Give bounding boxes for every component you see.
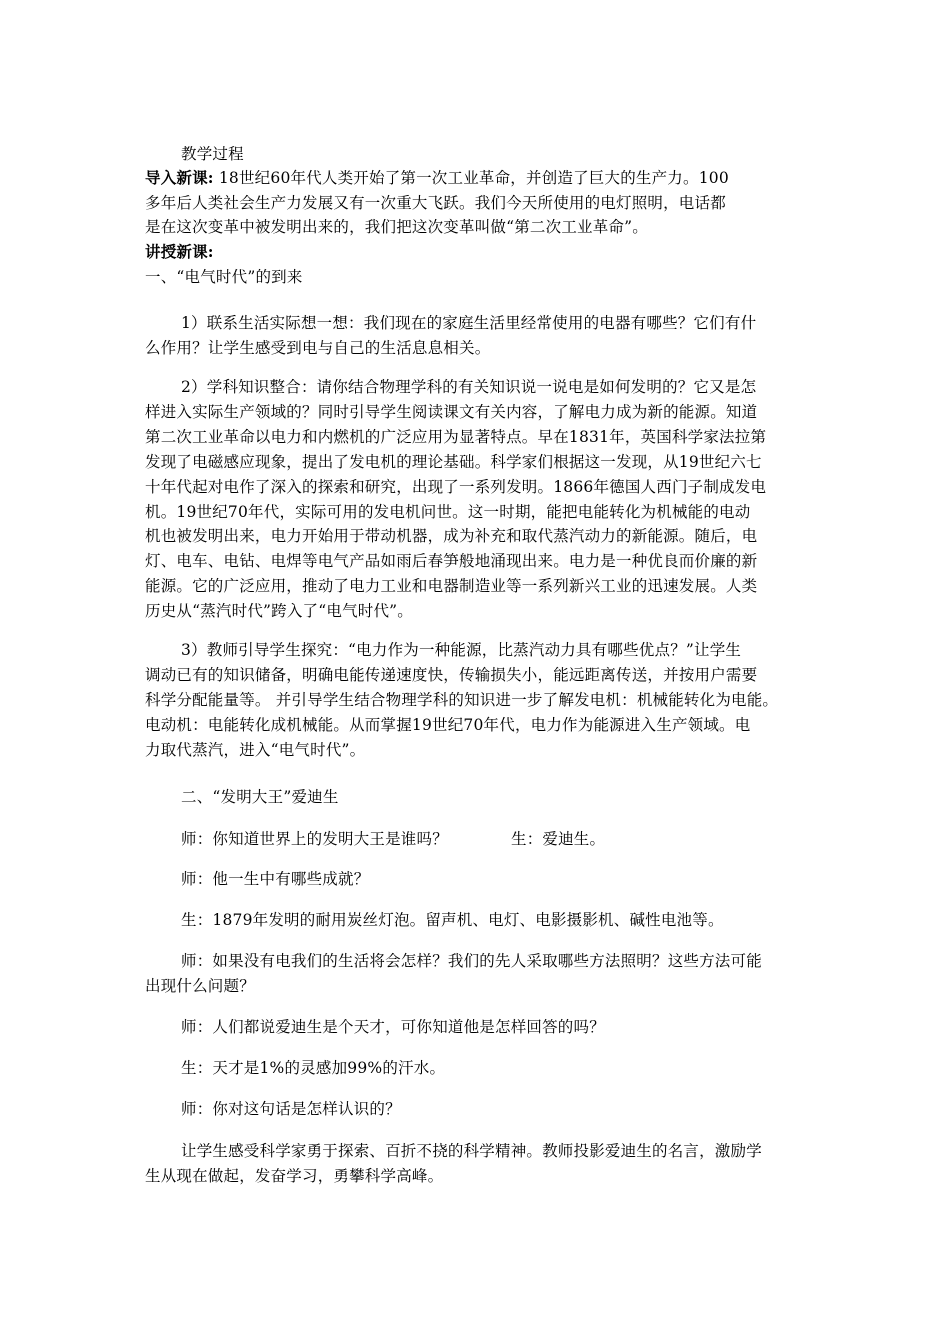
p2-line-6: 机。19世纪70年代，实际可用的发电机问世。这一时期，能把电能转化为机械能的电动 bbox=[145, 503, 751, 521]
p2-line-2: 样进入实际生产领域的？同时引导学生阅读课文有关内容，了解电力成为新的能源。知道 bbox=[145, 403, 758, 421]
dialogue-student-2: 生：1879年发明的耐用炭丝灯泡。留声机、电灯、电影摄影机、碱性电池等。 bbox=[181, 911, 724, 929]
p2-line-10: 历史从“蒸汽时代”跨入了“电气时代”。 bbox=[145, 602, 413, 620]
dialogue-teacher-1: 师：你知道世界上的发明大王是谁吗？ bbox=[181, 830, 448, 848]
intro-line-1 bbox=[145, 166, 729, 190]
heading: 教学过程 bbox=[181, 145, 244, 163]
closing-line-2: 生从现在做起，发奋学习，勇攀科学高峰。 bbox=[145, 1167, 444, 1185]
intro-label: 导入新课: bbox=[145, 168, 214, 187]
dialogue-student-3: 生：天才是1%的灵感加99%的汗水。 bbox=[181, 1059, 446, 1077]
dialogue-teacher-2: 师：他一生中有哪些成就？ bbox=[181, 870, 370, 888]
p3-line-5: 力取代蒸汽，进入“电气时代”。 bbox=[145, 741, 366, 759]
p1-line-1: 1）联系生活实际想一想：我们现在的家庭生活里经常使用的电器有哪些？它们有什 bbox=[181, 314, 757, 332]
p3-line-4: 电动机：电能转化成机械能。从而掌握19世纪70年代，电力作为能源进入生产领域。电 bbox=[145, 716, 751, 734]
p1-line-2: 么作用？让学生感受到电与自己的生活息息相关。 bbox=[145, 339, 491, 357]
section1-title: 一、“电气时代”的到来 bbox=[145, 268, 303, 286]
dialogue-teacher-5: 师：你对这句话是怎样认识的？ bbox=[181, 1100, 401, 1118]
dialogue-student-1: 生：爱迪生。 bbox=[511, 830, 606, 848]
p2-line-9: 能源。它的广泛应用，推动了电力工业和电器制造业等一系列新兴工业的迅速发展。人类 bbox=[145, 577, 758, 595]
p2-line-7: 机也被发明出来，电力开始用于带动机器，成为补充和取代蒸汽动力的新能源。随后，电 bbox=[145, 527, 758, 545]
intro-text-1: 18世纪60年代人类开始了第一次工业革命，并创造了巨大的生产力。100 bbox=[213, 169, 729, 187]
dialogue-teacher-3-line-1: 师：如果没有电我们的生活将会怎样？我们的先人采取哪些方法照明？这些方法可能 bbox=[181, 952, 762, 970]
closing-line-1: 让学生感受科学家勇于探索、百折不挠的科学精神。教师投影爱迪生的名言，激励学 bbox=[181, 1142, 762, 1160]
p3-line-2: 调动已有的知识储备，明确电能传递速度快，传输损失小，能远距离传送，并按用户需要 bbox=[145, 666, 758, 684]
section2-title: 二、“发明大王”爱迪生 bbox=[181, 788, 339, 806]
p2-line-4: 发现了电磁感应现象，提出了发电机的理论基础。科学家们根据这一发现，从19世纪六七 bbox=[145, 453, 762, 471]
dialogue-teacher-4: 师：人们都说爱迪生是个天才，可你知道他是怎样回答的吗？ bbox=[181, 1018, 605, 1036]
dialogue-teacher-3-line-2: 出现什么问题？ bbox=[145, 977, 255, 995]
p2-line-8: 灯、电车、电钻、电焊等电气产品如雨后春笋般地涌现出来。电力是一种优良而价廉的新 bbox=[145, 552, 758, 570]
p2-line-3: 第二次工业革命以电力和内燃机的广泛应用为显著特点。早在1831年，英国科学家法拉第 bbox=[145, 428, 767, 446]
lecture-label: 讲授新课: bbox=[145, 242, 214, 261]
intro-line-2: 多年后人类社会生产力发展又有一次重大飞跃。我们今天所使用的电灯照明，电话都 bbox=[145, 194, 726, 212]
p3-line-3: 科学分配能量等。 并引导学生结合物理学科的知识进一步了解发电机：机械能转化为电能。 bbox=[145, 691, 779, 709]
p2-line-5: 十年代起对电作了深入的探索和研究，出现了一系列发明。1866年德国人西门子制成发电 bbox=[145, 478, 767, 496]
intro-line-3: 是在这次变革中被发明出来的，我们把这次变革叫做“第二次工业革命”。 bbox=[145, 218, 648, 236]
p2-line-1: 2）学科知识整合：请你结合物理学科的有关知识说一说电是如何发明的？它又是怎 bbox=[181, 378, 757, 396]
p3-line-1: 3）教师引导学生探究：“电力作为一种能源，比蒸汽动力具有哪些优点？”让学生 bbox=[181, 641, 742, 659]
